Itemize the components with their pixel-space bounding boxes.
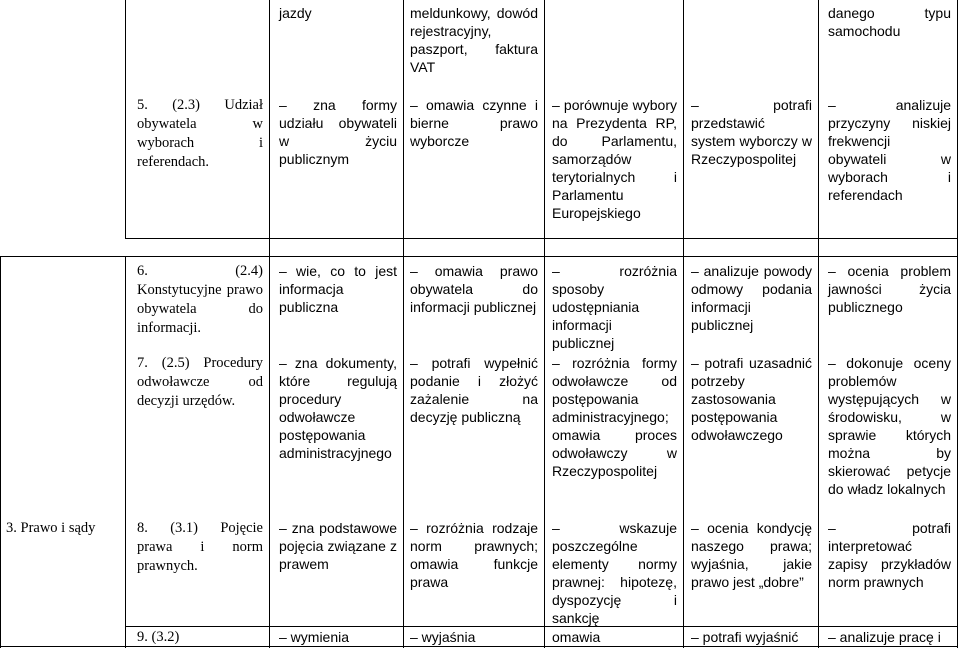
grid-line-col2-left [269, 0, 270, 648]
s7-col3: – potrafi wypełnić podanie i złożyć zażalenie na decyzję publiczną [410, 355, 538, 425]
s7-col4: – rozróżnia formy odwoławcze od postępowania administracyjnego; omawia proces odwoławczy w Rzeczypospolitej [552, 355, 677, 479]
grid-line-col3-left [403, 0, 404, 648]
s5-col3: – omawia czynne i bierne prawo wyborcze [410, 97, 538, 149]
s6-col5: – analizuje powody odmowy podania informacji publicznej [691, 263, 812, 333]
topic-7: 7. (2.5) Procedury odwoławcze od decyzji urzędów. [137, 355, 263, 409]
topic-9: 9. (3.2) [137, 629, 180, 645]
s5-col5: – potrafi przedstawić system wyborczy w Rzeczypospolitej [691, 97, 812, 167]
grid-line-col1-left-top [125, 0, 126, 238]
grid-line-col1-left-bottom [125, 256, 126, 648]
grid-line-left-bottom [0, 256, 1, 648]
s6-col6: – ocenia problem jawności życia publicznego [828, 263, 951, 315]
s6-col3: – omawia prawo obywatela do informacji publicznej [410, 263, 538, 315]
topic-5: 5. (2.3) Udział obywatela w wyborach i referendach. [137, 97, 263, 170]
s8-col6: – potrafi interpretować zapisy przykładów norm prawnych [828, 520, 951, 590]
grid-line-row8 [125, 626, 958, 627]
s8-col3: – rozróżnia rodzaje norm prawnych; omawia funkcje prawa [410, 520, 538, 590]
s9-col2: – wymienia [279, 629, 350, 645]
s5-col2: – zna formy udziału obywateli w życiu publicznym [279, 97, 397, 167]
grid-line-col5-left [683, 0, 684, 648]
s8-col2: – zna podstawowe pojęcia związane z prawem [279, 520, 397, 572]
s9-col4: omawia [552, 629, 601, 645]
s9-col5: – potrafi wyjaśnić [691, 629, 799, 645]
topic-6: 6. (2.4) Konstytucyjne prawo obywatela do informacji. [137, 263, 263, 336]
topic-8: 8. (3.1) Pojęcie prawa i norm prawnych. [137, 520, 263, 574]
s9-col6: – analizuje pracę i [828, 629, 941, 645]
s9-col3: – wyjaśnia [410, 629, 476, 645]
s8-col5: – ocenia kondycję naszego prawa; wyjaśnia, jakie prawo jest „dobre” [691, 520, 812, 590]
top-vehicle-type: danego typu samochodu [828, 5, 951, 39]
s5-col4: – porównuje wybory na Prezydenta RP, do Parlamentu, samorządów terytorialnych i Parlamentu Europejskiego [552, 97, 677, 221]
s7-col6: – dokonuje oceny problemów występujących w środowisku, w sprawie których można by skierować petycje do władz lokalnych [828, 355, 951, 497]
grid-line-row-end-top [125, 238, 958, 239]
grid-line-right [957, 0, 958, 648]
s5-col7: – analizuje przyczyny niskiej frekwencji obywateli w wyborach i referendach [828, 97, 951, 203]
s8-col4: – wskazuje poszczególne elementy normy prawnej: hipotezę, dyspozycję i sankcję [552, 520, 677, 626]
top-jazdy: jazdy [279, 5, 312, 21]
top-documents: meldunkowy, dowód rejestracyjny, paszport, faktura VAT [410, 5, 538, 75]
grid-line-row-start-bottom [0, 256, 958, 257]
grid-line-col6-left [818, 0, 819, 648]
s7-col2: – zna dokumenty, które regulują procedury odwoławcze postępowania administracyjnego [279, 355, 397, 461]
grid-line-col4-left [544, 0, 545, 648]
section-title-prawo-i-sady: 3. Prawo i sądy [6, 520, 96, 536]
s7-col5: – potrafi uzasadnić potrzeby zastosowania postępowania odwoławczego [691, 355, 812, 443]
s6-col2: – wie, co to jest informacja publiczna [279, 263, 397, 315]
s6-col4: – rozróżnia sposoby udostępniania informacji publicznej [552, 263, 677, 351]
